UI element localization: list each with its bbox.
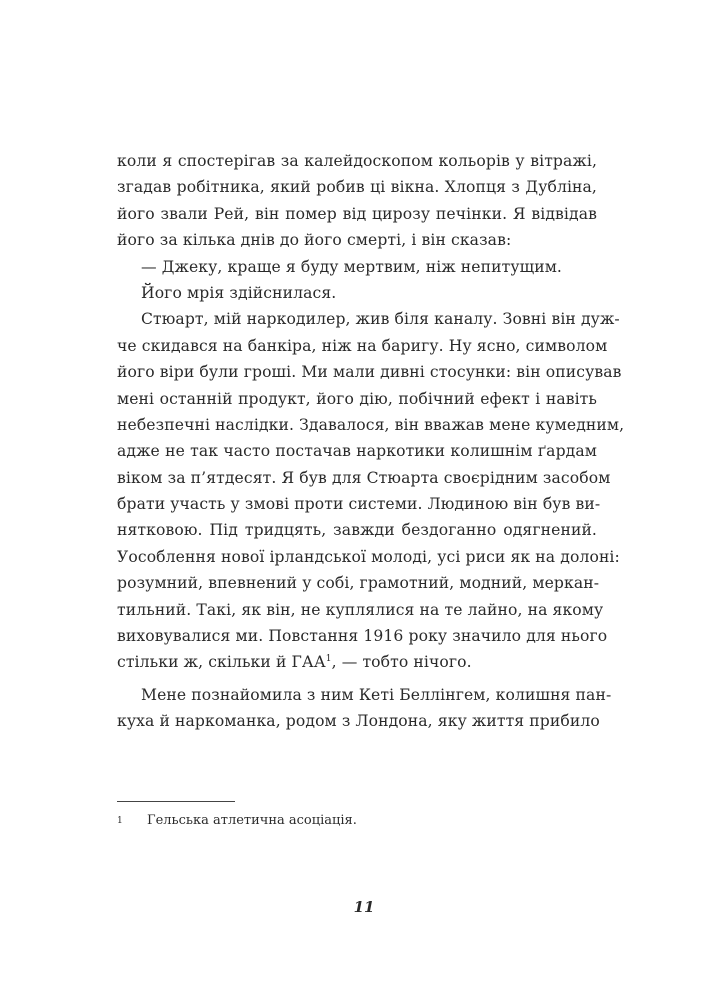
text-line: Мене познайомила з ним Кеті Беллінгем, колишня пан- (141, 685, 612, 704)
gaa-line-after: , — тобто нічого. (331, 653, 472, 672)
body-text (117, 148, 625, 735)
gaa-line-before: стільки ж, скільки й ГАА (117, 653, 326, 672)
gaa-line (117, 649, 597, 675)
footnote-text: Гельська атлетична асоціація. (147, 813, 357, 828)
text-line: че скидався на банкіра, ніж на баригу. Ну ясно, символом (117, 336, 608, 355)
footnote-ref[interactable]: 1 (325, 654, 332, 665)
text-line: Його мрія здійснилася. (141, 283, 337, 302)
footnote-number: 1 (117, 816, 123, 826)
text-line: мені останній продукт, його дію, побічний ефект і навіть (117, 389, 597, 408)
text-line: — Джеку, краще я буду мертвим, ніж непитущим. (141, 257, 562, 276)
paragraph-group-2 (117, 682, 612, 735)
footnote (117, 812, 357, 830)
page-number: 11 (353, 898, 375, 916)
text-line: Уособлення нової ірландської молоді, усі риси як на долоні: (117, 547, 620, 566)
text-line: брати участь у змові проти системи. Людиною він був ви- (117, 495, 601, 514)
text-line: нятковою. Під тридцять, завжди бездоганно одягнений. (117, 521, 597, 540)
text-line: куха й наркоманка, родом з Лондона, яку життя прибило (117, 712, 600, 731)
text-line: його віри були гроші. Ми мали дивні стосунки: він описував (117, 363, 622, 382)
text-line: його звали Рей, він помер від цирозу печінки. Я відвідав (117, 204, 597, 223)
text-line: його за кілька днів до його смерті, і він сказав: (117, 231, 512, 250)
text-line: адже не так часто постачав наркотики колишнім ґардам (117, 442, 597, 461)
text-line: коли я спостерігав за калейдоскопом кольорів у вітражі, (117, 152, 597, 170)
text-line: виховувалися ми. Повстання 1916 року значило для нього (117, 627, 608, 646)
text-line: тильний. Такі, як він, не куплялися на те лайно, на якому (117, 600, 604, 619)
text-line: небезпечні наслідки. Здавалося, він вважав мене кумедним, (117, 415, 625, 434)
paragraph-group-1 (117, 148, 625, 649)
text-line: згадав робітника, який робив ці вікна. Хлопця з Дубліна, (117, 178, 597, 197)
text-line: віком за п’ятдесят. Я був для Стюарта своєрідним засобом (117, 468, 611, 487)
text-line: Стюарт, мій наркодилер, жив біля каналу. Зовні він дуж- (141, 310, 620, 329)
footnote-divider (117, 801, 235, 802)
text-line: розумний, впевнений у собі, грамотний, модний, меркан- (117, 574, 600, 593)
